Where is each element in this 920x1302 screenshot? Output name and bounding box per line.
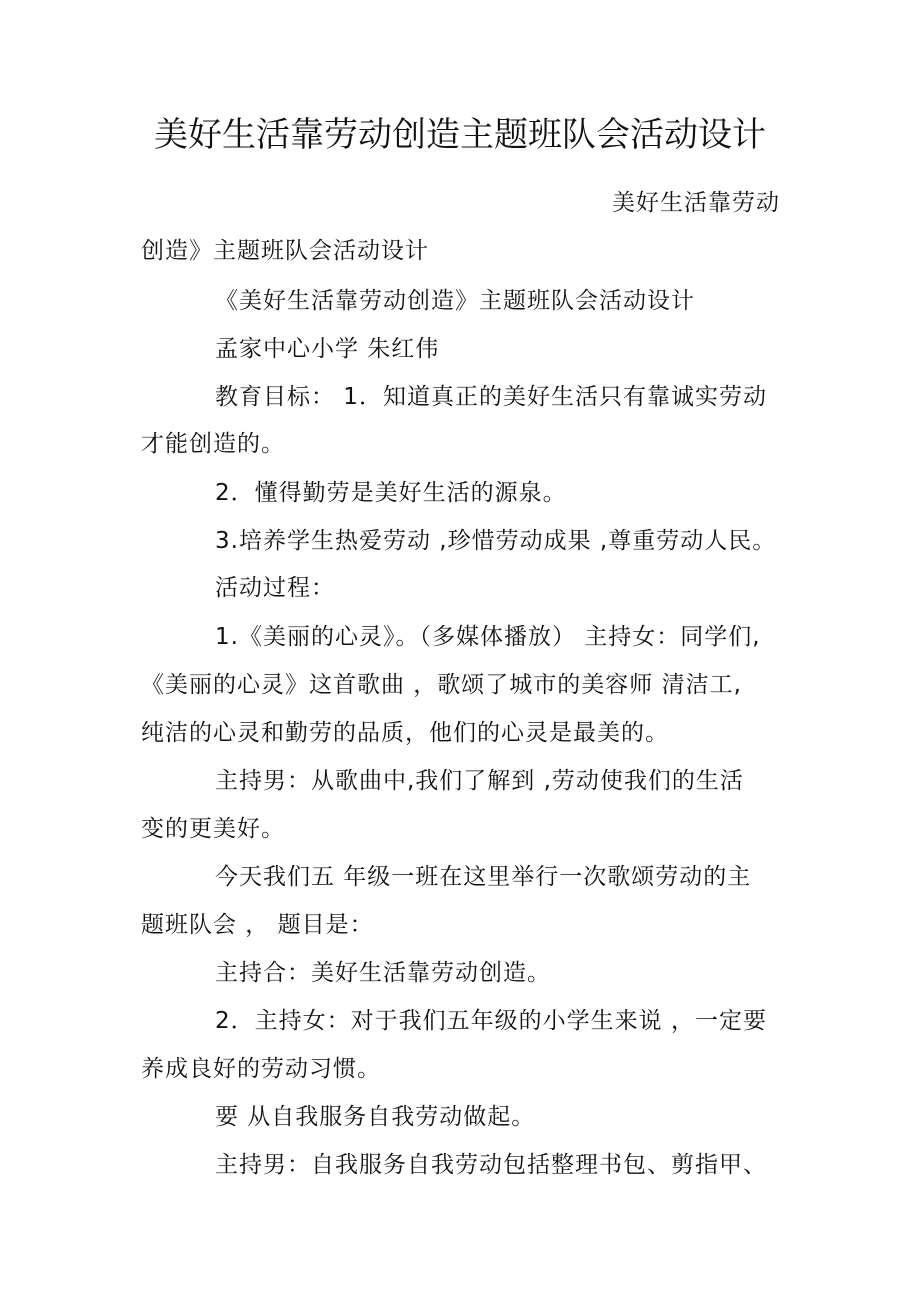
paragraph-line: 要 从自我服务自我劳动做起。 bbox=[215, 1104, 536, 1130]
document-title: 美好生活靠劳动创造主题班队会活动设计 bbox=[154, 115, 766, 155]
paragraph-line: 3.培养学生热爱劳动 ,珍惜劳动成果 ,尊重劳动人民。 bbox=[215, 528, 777, 554]
paragraph-line: 今天我们五 年级一班在这里举行一次歌颂劳动的主 bbox=[215, 864, 752, 890]
subtitle-line: 美好生活靠劳动 bbox=[612, 190, 780, 216]
paragraph-line: 2．懂得勤劳是美好生活的源泉。 bbox=[215, 480, 567, 506]
paragraph-line: 变的更美好。 bbox=[141, 816, 285, 842]
paragraph-line: 主持男：从歌曲中,我们了解到 ,劳动使我们的生活 bbox=[215, 768, 744, 794]
paragraph-line: 教育目标： 1．知道真正的美好生活只有靠诚实劳动 bbox=[215, 384, 767, 410]
section-heading: 活动过程： bbox=[215, 575, 335, 601]
paragraph-line: 主持男：自我服务自我劳动包括整理书包、剪指甲、 bbox=[215, 1152, 767, 1178]
paragraph-line: 纯洁的心灵和勤劳的品质，他们的心灵是最美的。 bbox=[141, 720, 669, 746]
paragraph-line: 题班队会 ， 题目是： bbox=[141, 912, 374, 938]
paragraph-line: 《美好生活靠劳动创造》主题班队会活动设计 bbox=[215, 288, 695, 314]
paragraph-line: 主持合：美好生活靠劳动创造。 bbox=[215, 960, 551, 986]
paragraph-line: 2．主持女：对于我们五年级的小学生来说 ，一定要 bbox=[215, 1008, 767, 1034]
paragraph-line: 才能创造的。 bbox=[141, 431, 285, 457]
paragraph-line: 养成良好的劳动习惯。 bbox=[141, 1056, 381, 1082]
paragraph-line: 1.《美丽的心灵》。（多媒体播放） 主持女：同学们, bbox=[215, 624, 761, 650]
paragraph-line: 《美丽的心灵》这首歌曲 ，歌颂了城市的美容师 清洁工, bbox=[141, 672, 742, 698]
paragraph-line: 创造》主题班队会活动设计 bbox=[141, 238, 429, 264]
author-line: 孟家中心小学 朱红伟 bbox=[215, 336, 440, 362]
